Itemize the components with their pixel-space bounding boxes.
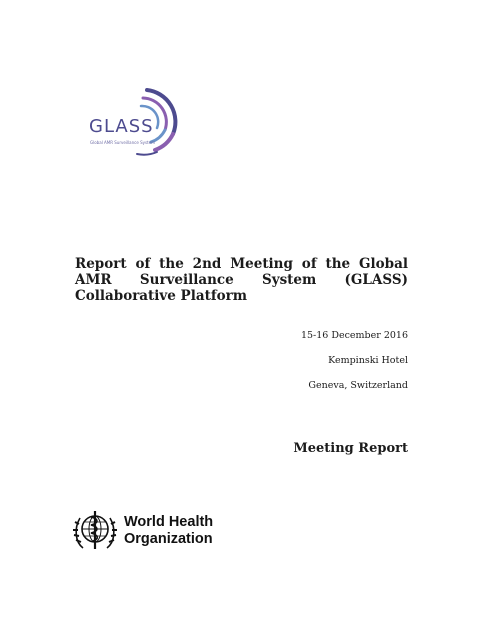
who-emblem-icon: [72, 508, 118, 552]
who-name-line2: Organization: [124, 531, 213, 547]
who-name-line1: World Health: [124, 514, 214, 530]
glass-logo: [85, 84, 185, 160]
who-name: [124, 514, 213, 548]
report-title: Report of the 2nd Meeting of the Global AMR Surveillance System (GLASS) Collaborative Platform: [75, 256, 408, 304]
glass-tagline: Global AMR Surveillance System: [90, 140, 155, 145]
document-type: Meeting Report: [293, 441, 408, 456]
meeting-city: Geneva, Switzerland: [308, 380, 408, 391]
meeting-dates: 15-16 December 2016: [300, 330, 408, 341]
meeting-venue: Kempinski Hotel: [328, 355, 408, 366]
who-logo: [72, 508, 222, 552]
glass-wordmark: GLASS: [89, 116, 154, 137]
